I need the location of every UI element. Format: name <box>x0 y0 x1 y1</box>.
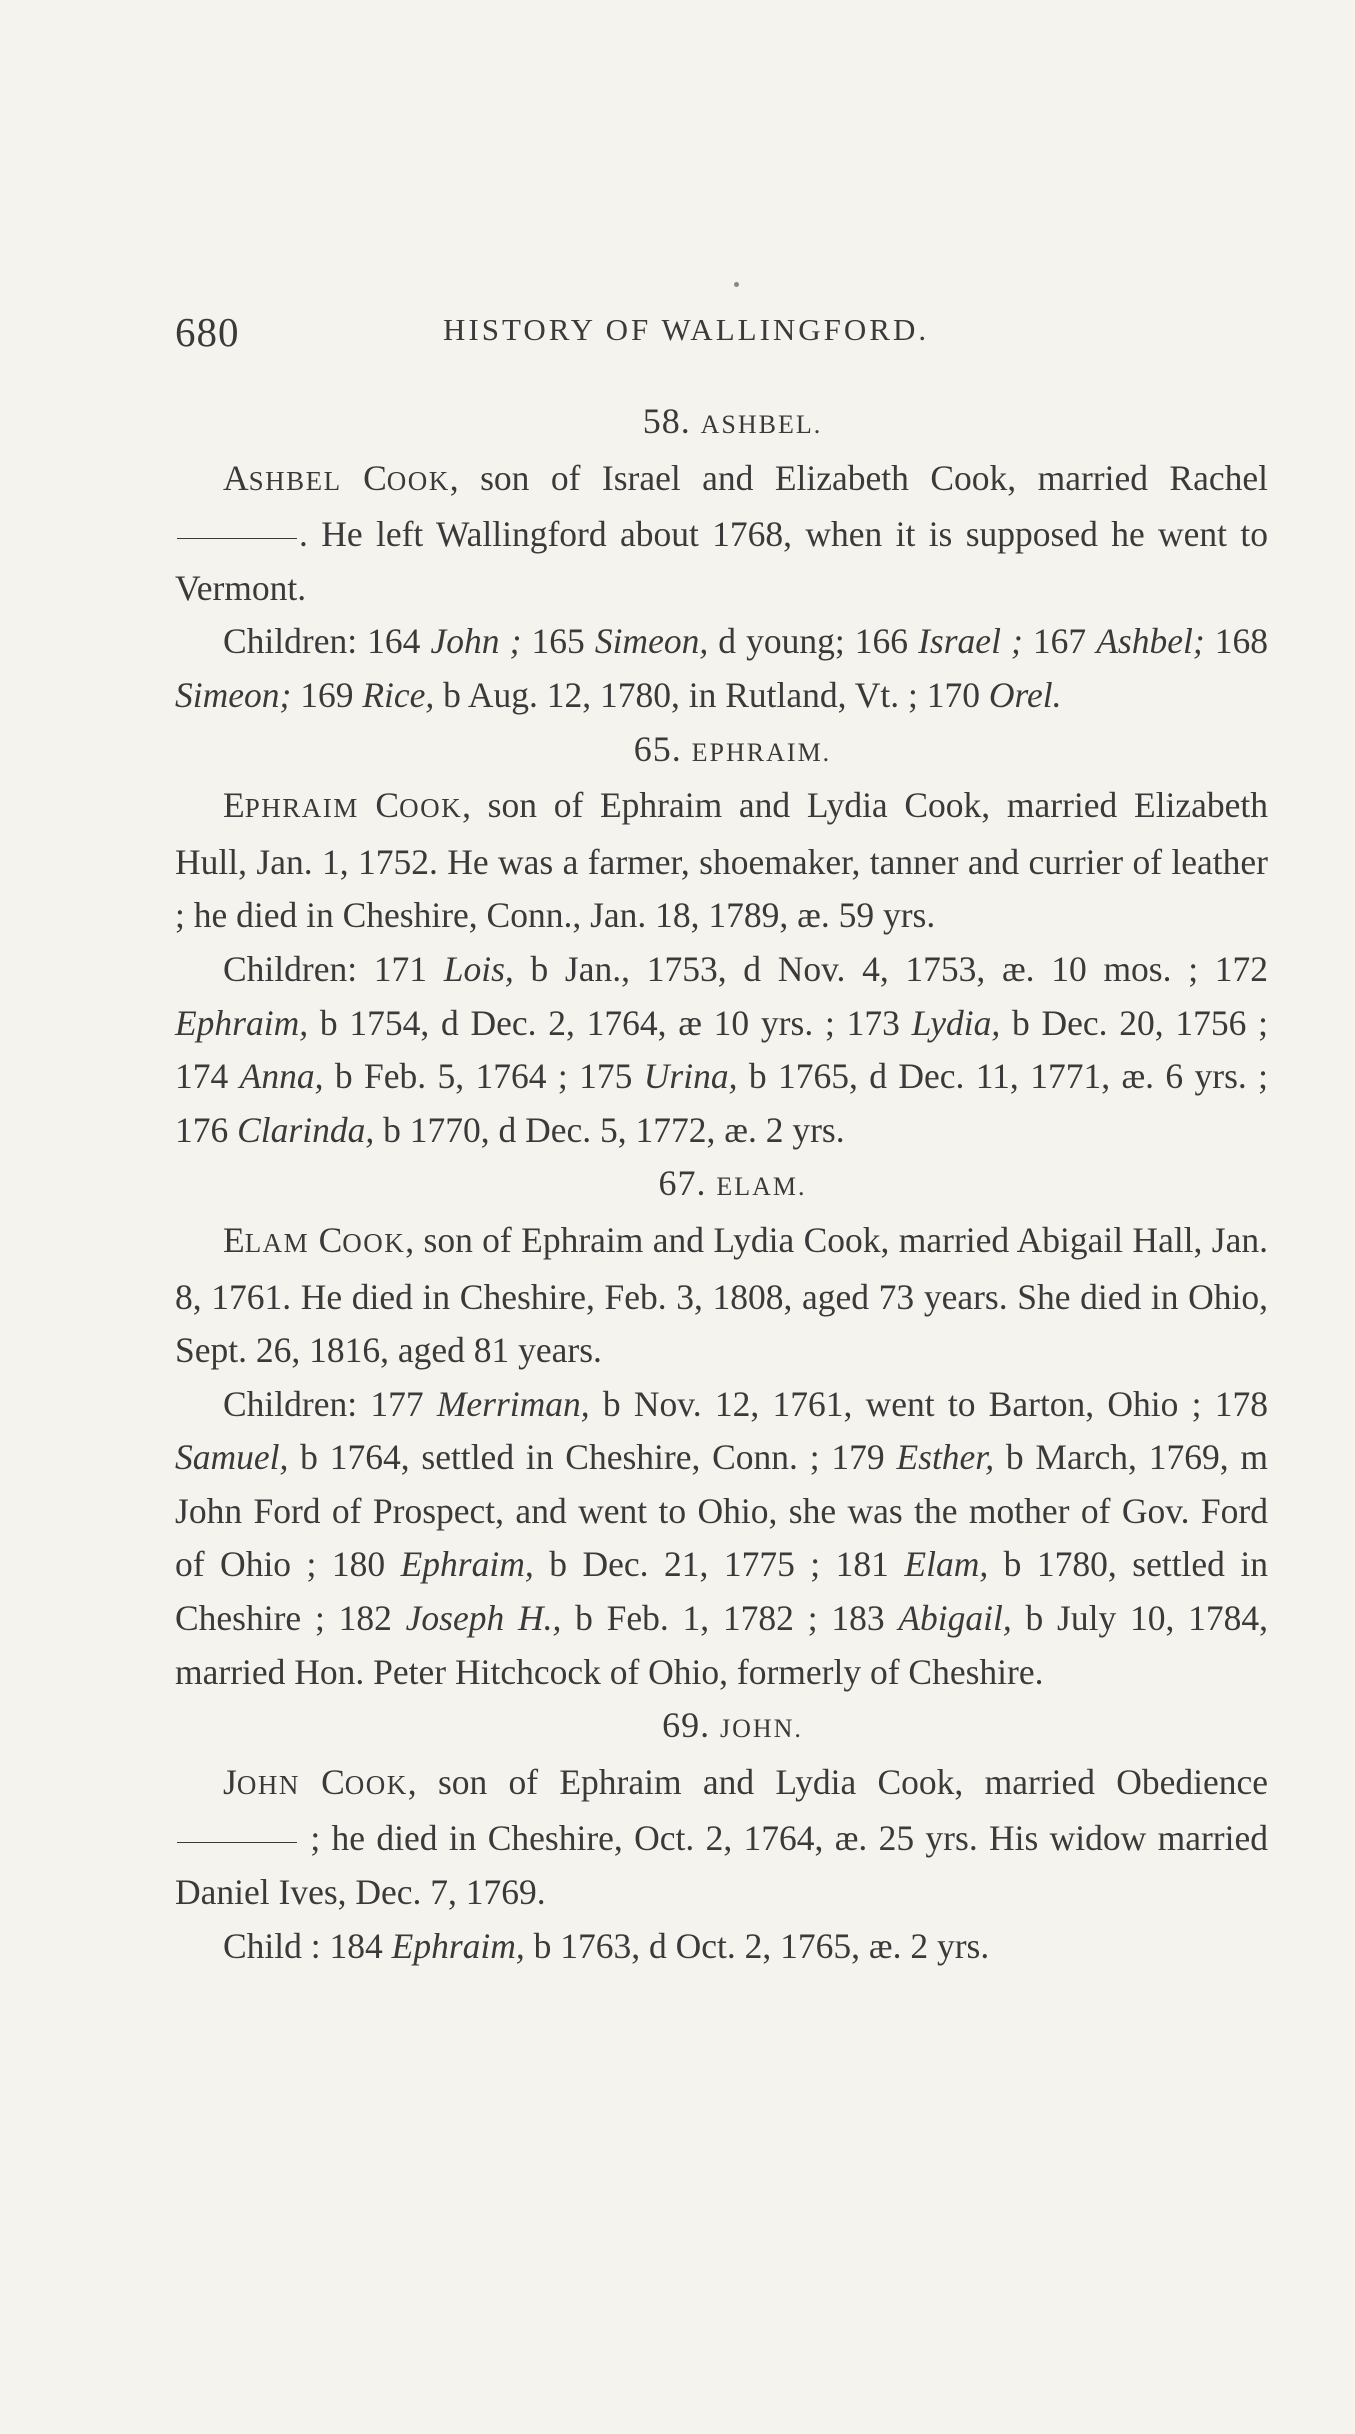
section-heading <box>175 1157 1268 1214</box>
section-number: 67. <box>658 1163 707 1204</box>
children-paragraph: Children: 171 Lois, b Jan., 1753, d Nov. 4, 1753, æ. 10 mos. ; 172 Ephraim, b 1754, d Dec. 2, 1764, æ 10 yrs. ; 173 Lydia, b Dec. 20, 1756 ; 174 Anna, b Feb. 5, 1764 ; 175 Urina, b 1765, d Dec. 11, 1771, æ. 6 yrs. ; 176 Clarinda, b 1770, d Dec. 5, 1772, æ. 2 yrs. <box>175 948 1269 1150</box>
entry-john <box>175 1699 1268 1973</box>
section-heading <box>175 1699 1268 1756</box>
child-entry: 183 Abigail, b July 10, 1784, married Hon. Peter Hitchcock of Ohio, formerly of Cheshire. <box>175 1598 1269 1692</box>
child-entry: 164 John ; <box>367 621 522 662</box>
biography-paragraph: ELAM COOK, son of Ephraim and Lydia Cook, married Abigail Hall, Jan. 8, 1761. He died in Cheshire, Feb. 3, 1808, aged 73 years. She died in Ohio, Sept. 26, 1816, aged 81 years. <box>175 1219 1268 1371</box>
child-entry: 177 Merriman, b Nov. 12, 1761, went to Barton, Ohio ; <box>370 1383 1215 1424</box>
children-paragraph: Child : 184 Ephraim, b 1763, d Oct. 2, 1765, æ. 2 yrs. <box>223 1925 990 1966</box>
genealogy-text <box>175 395 1268 1973</box>
child-entry: 182 Joseph H., b Feb. 1, 1782 ; <box>338 1598 832 1639</box>
child-entry: 178 Samuel, b 1764, settled in Cheshire, Conn. ; <box>175 1383 1269 1478</box>
child-entry: 166 Israel ; <box>854 621 1023 662</box>
child-entry: 174 Anna, b Feb. 5, 1764 ; <box>175 1056 580 1097</box>
child-entry: 181 Elam, b 1780, settled in Cheshire ; <box>175 1544 1269 1639</box>
running-title: HISTORY OF WALLINGFORD. <box>443 312 930 347</box>
child-entry: 184 Ephraim, b 1763, d Oct. 2, 1765, æ. 2 yrs. <box>329 1925 990 1966</box>
entry-ashbel <box>175 395 1268 723</box>
biography-paragraph: JOHN COOK, son of Ephraim and Lydia Cook, married Obedience ; he died in Cheshire, Oct. 2, 1764, æ. 25 yrs. His widow married Daniel Ives, Dec. 7, 1769. <box>175 1761 1269 1913</box>
children-paragraph: Children: 177 Merriman, b Nov. 12, 1761, went to Barton, Ohio ; 178 Samuel, b 1764, settled in Cheshire, Conn. ; 179 Esther, b March, 1769, m John Ford of Prospect, and went to Ohio, she was the mother of Gov. Ford of Ohio ; 180 Ephraim, b Dec. 21, 1775 ; 181 Elam, b 1780, settled in Cheshire ; 182 Joseph H., b Feb. 1, 1782 ; 183 Abigail, b July 10, 1784, married Hon. Peter Hitchcock of Ohio, formerly of Cheshire. <box>175 1383 1269 1692</box>
child-entry: 172 Ephraim, b 1754, d Dec. 2, 1764, æ 10 yrs. ; <box>175 948 1269 1043</box>
child-entry: 168 Simeon; <box>175 621 1269 715</box>
biography-paragraph: EPHRAIM COOK, son of Ephraim and Lydia Cook, married Elizabeth Hull, Jan. 1, 1752. He was a farmer, shoemaker, tanner and currier of leather ; he died in Cheshire, Conn., Jan. 18, 1789, æ. 59 yrs. <box>175 785 1268 936</box>
biography-paragraph: ASHBEL COOK, son of Israel and Elizabeth Cook, married Rachel. He left Wallingford about 1768, when it is supposed he went to Vermont. <box>175 457 1268 608</box>
printing-speck <box>734 282 739 287</box>
section-name: EPHRAIM. <box>691 737 832 767</box>
child-entry: 176 Clarinda, b 1770, d Dec. 5, 1772, æ. 2 yrs. <box>175 1109 845 1150</box>
child-entry: 165 Simeon, d young; <box>531 621 855 662</box>
section-heading <box>175 723 1268 780</box>
blank-dash <box>177 1842 297 1843</box>
child-entry: 179 Esther, b March, 1769, m John Ford of Prospect, and went to Ohio, she was the mother of Gov. Ford of Ohio ; <box>175 1437 1269 1585</box>
section-number: 69. <box>662 1705 711 1746</box>
entry-elam <box>175 1157 1268 1699</box>
children-paragraph: Children: 164 John ; 165 Simeon, d young; 166 Israel ; 167 Ashbel; 168 Simeon; 169 Rice, b Aug. 12, 1780, in Rutland, Vt. ; 170 Orel. <box>175 621 1269 715</box>
blank-dash <box>177 538 297 539</box>
child-entry: 167 Ashbel; <box>1032 621 1205 662</box>
child-entry: 173 Lydia, b Dec. 20, 1756 ; <box>846 1002 1268 1043</box>
section-heading <box>175 395 1268 452</box>
section-name: JOHN. <box>719 1714 803 1744</box>
section-number: 65. <box>633 728 682 769</box>
section-name: ASHBEL. <box>700 410 823 439</box>
entry-ephraim <box>175 723 1268 1158</box>
page-number: 680 <box>175 309 240 355</box>
child-entry: 171 Lois, b Jan., 1753, d Nov. 4, 1753, æ. 10 mos. ; <box>373 948 1215 989</box>
section-name: ELAM. <box>716 1172 807 1202</box>
child-entry: 175 Urina, b 1765, d Dec. 11, 1771, æ. 6 yrs. ; <box>579 1056 1269 1097</box>
section-number: 58. <box>642 401 691 441</box>
page-header <box>175 308 1265 368</box>
child-entry: 169 Rice, b Aug. 12, 1780, in Rutland, Vt. ; <box>300 674 927 715</box>
child-entry: 180 Ephraim, b Dec. 21, 1775 ; <box>331 1544 836 1585</box>
child-entry: 170 Orel. <box>926 674 1062 715</box>
